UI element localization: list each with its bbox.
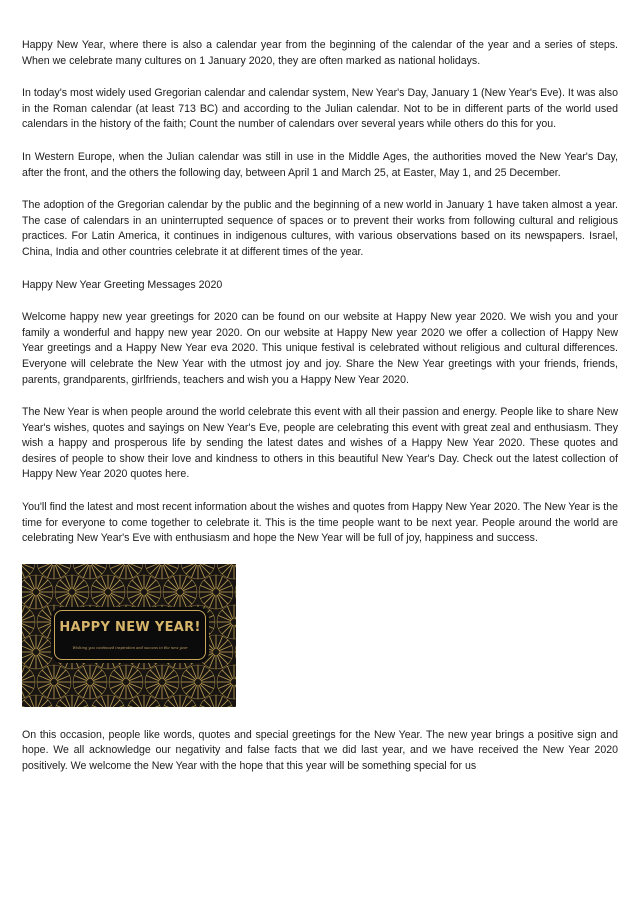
paragraph-gregorian: In today's most widely used Gregorian calendar and calendar system, New Year's Day, January 1 (New Year's Eve). It was also in the Roman calendar (at least 713 BC) and according to the Julian calendar. Not to be in different parts of the world used calendars in the history of the faith; Count the number of calendars over several years while others do this for you.	[22, 87, 618, 131]
paragraph-western-europe: In Western Europe, when the Julian calendar was still in use in the Middle Ages, the authorities moved the New Year's Day, after the front, and the others the following day, between April 1 and March 25, at Easter, May 1, and 25 December.	[22, 150, 618, 179]
starburst-ornament	[22, 665, 35, 699]
paragraph-occasion: On this occasion, people like words, quotes and special greetings for the New Year. The new year brings a positive sign and hope. We all acknowledge our negativity and false facts that we did last year, and we have received the New Year 2020 positively. We welcome the New Year with the hope that this year will be something special for us	[22, 728, 618, 773]
starburst-ornament	[109, 665, 143, 699]
document-page	[22, 38, 618, 792]
starburst-ornament	[217, 564, 236, 579]
starburst-ornament	[181, 665, 215, 699]
starburst-ornament	[199, 575, 233, 609]
starburst-ornament	[235, 695, 236, 707]
starburst-ornament	[73, 665, 107, 699]
paragraph-greetings: Welcome happy new year greetings for 2020 can be found on our website at Happy New year 2020. We wish you and your family a wonderful and happy new year 2020. On our website at Happy New year 2020 we offer a collection of Happy New Year greetings and a Happy New Year eva 2020. This unique festival is celebrated without religious and cultural differences. Everyone will celebrate the New Year with the utmost joy and joy. Share the New Year greetings with your friends, friends, parents, grandparents, girlfriends, teachers and wish you a Happy New Year 2020.	[22, 311, 618, 386]
starburst-ornament	[22, 575, 53, 609]
starburst-ornament	[145, 665, 179, 699]
happy-new-year-banner-image	[22, 564, 236, 707]
starburst-ornament	[217, 665, 236, 699]
starburst-ornament	[55, 575, 89, 609]
starburst-ornament	[217, 605, 236, 639]
paragraph-intro: Happy New Year, where there is also a calendar year from the beginning of the calendar of the year and a series of steps. When we celebrate many cultures on 1 January 2020, they are often marked as national holidays.	[22, 39, 618, 67]
starburst-ornament	[91, 575, 125, 609]
banner-plaque	[54, 610, 206, 660]
paragraph-wishes: You'll find the latest and most recent information about the wishes and quotes from Happy New Year 2020. The New Year is the time for everyone to come together to celebrate it. This is the time people want to be next year. People around the world are celebrating New Year's Eve with enthusiasm and hope the New Year will be full of joy, happiness and success.	[22, 501, 618, 545]
starburst-ornament	[37, 665, 71, 699]
banner-title: HAPPY NEW YEAR!	[59, 619, 201, 635]
starburst-ornament	[163, 575, 197, 609]
section-heading: Happy New Year Greeting Messages 2020	[22, 278, 223, 291]
banner-subtitle: Wishing you continued inspiration and success in the new year	[72, 645, 188, 650]
starburst-ornament	[22, 635, 53, 669]
starburst-ornament	[22, 605, 35, 639]
starburst-ornament	[235, 575, 236, 609]
paragraph-adoption: The adoption of the Gregorian calendar by the public and the beginning of a new world in January 1 have taken almost a year. The case of calendars in an uninterrupted sequence of spaces or to prevent their works from following cultural and religious practices. For Latin America, it continues in indigenous cultures, with various observations based on its newspapers. Israel, China, India and other countries celebrate it at different times of the year.	[22, 199, 618, 258]
starburst-ornament	[127, 575, 161, 609]
paragraph-celebration: The New Year is when people around the world celebrate this event with all their passion and energy. People like to share New Year's wishes, quotes and sayings on New Year's Eve, people are celebrating this event with great zeal and enthusiasm. They wish a happy and prosperous life by sending the latest dates and wishes of a Happy New Year 2020. These quotes and desires of people to show their love and kindness to others in this beautiful New Year's Day. Check out the latest collection of Happy New Year 2020 quotes here.	[22, 406, 618, 481]
starburst-ornament	[235, 635, 236, 669]
